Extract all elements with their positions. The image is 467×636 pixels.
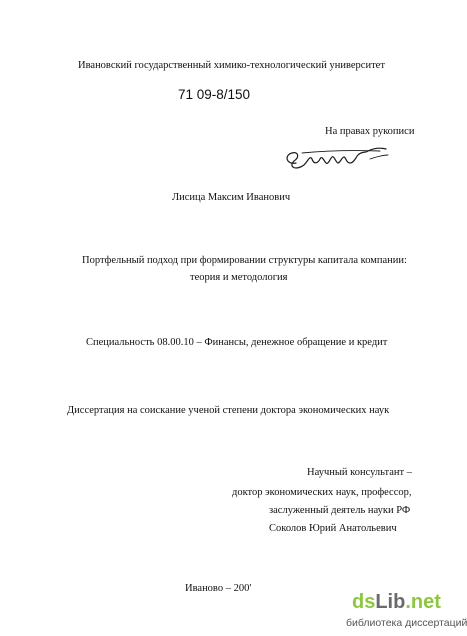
place-and-year: Иваново – 200' bbox=[185, 583, 252, 594]
logo-net-text: .net bbox=[405, 591, 441, 613]
watermark-subtitle: библиотека диссертаций bbox=[346, 617, 467, 629]
manuscript-rights-note: На правах рукописи bbox=[325, 126, 415, 137]
catalog-number: 71 09-8/150 bbox=[178, 87, 251, 102]
degree-statement: Диссертация на соискание ученой степени доктора экономических наук bbox=[67, 405, 390, 416]
logo-ds-text: ds bbox=[352, 591, 376, 613]
author-name: Лисица Максим Иванович bbox=[172, 192, 291, 203]
advisor-degree: доктор экономических наук, профессор, bbox=[232, 487, 412, 498]
dslib-watermark[interactable] bbox=[346, 590, 467, 636]
advisor-name: Соколов Юрий Анатольевич bbox=[269, 523, 397, 534]
advisor-honor: заслуженный деятель науки РФ bbox=[269, 505, 411, 516]
handwritten-signature bbox=[282, 141, 392, 177]
dissertation-title-line-1: Портфельный подход при формировании структуры капитала компании: bbox=[82, 255, 407, 266]
dissertation-title-line-2: теория и методология bbox=[190, 272, 288, 283]
dslib-logo bbox=[352, 591, 441, 613]
logo-lib-text: Lib bbox=[375, 591, 406, 613]
university-name: Ивановский государственный химико-технологический университет bbox=[78, 60, 385, 71]
specialty-line: Специальность 08.00.10 – Финансы, денежное обращение и кредит bbox=[86, 337, 388, 348]
advisor-label: Научный консультант – bbox=[307, 467, 412, 478]
